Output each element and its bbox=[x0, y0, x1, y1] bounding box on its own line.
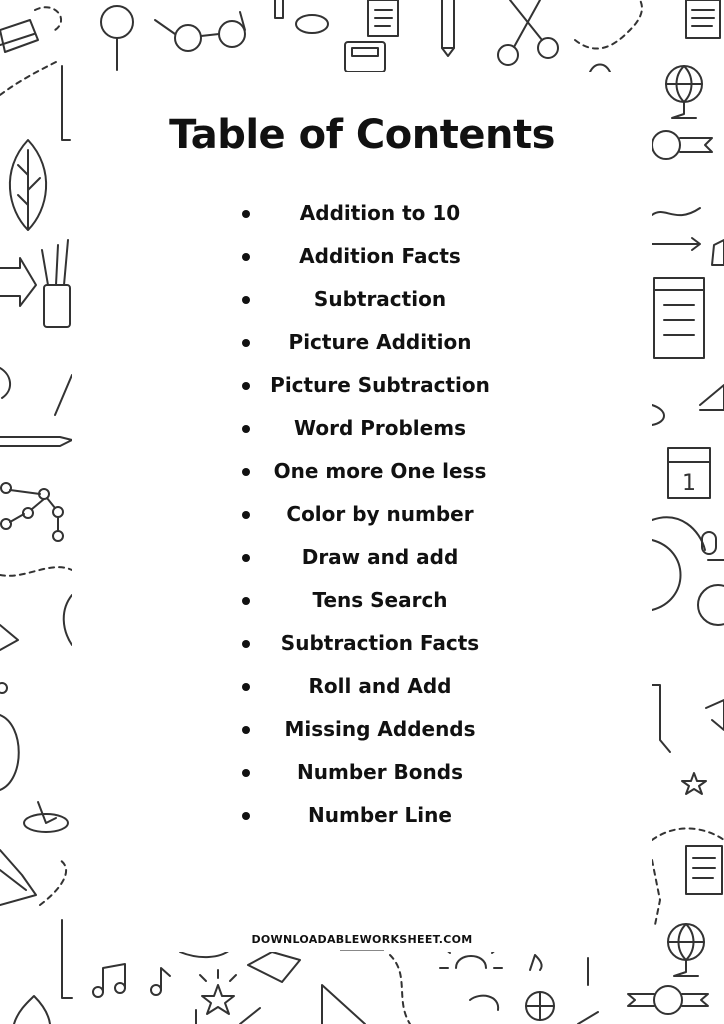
bullet-icon bbox=[242, 597, 250, 605]
footer-website: DOWNLOADABLEWORKSHEET.COM bbox=[251, 933, 473, 946]
table-of-contents-list bbox=[230, 192, 510, 837]
ruler-icon bbox=[62, 920, 72, 998]
line-doodle bbox=[55, 375, 72, 415]
bullet-icon bbox=[242, 339, 250, 347]
graduation-cap-icon bbox=[706, 700, 724, 730]
dashed-doodle bbox=[40, 860, 66, 905]
bullet-icon bbox=[242, 554, 250, 562]
arc-doodle bbox=[652, 540, 681, 610]
toc-item: Subtraction Facts bbox=[230, 622, 510, 665]
bullet-icon bbox=[242, 468, 250, 476]
calculator-icon bbox=[345, 42, 385, 72]
eraser-icon bbox=[296, 15, 328, 33]
bullet-icon bbox=[242, 683, 250, 691]
bullet-icon bbox=[242, 382, 250, 390]
dashed-doodle bbox=[0, 567, 72, 576]
dashed-doodle bbox=[575, 0, 642, 49]
toc-item: Word Problems bbox=[230, 407, 510, 450]
leaf-icon bbox=[14, 996, 50, 1024]
toc-item: Color by number bbox=[230, 493, 510, 536]
badge-icon bbox=[628, 986, 708, 1014]
arc-doodle bbox=[64, 595, 72, 645]
wave-doodle bbox=[652, 208, 700, 215]
sparkle-doodle bbox=[200, 970, 236, 981]
set-square-icon bbox=[322, 985, 365, 1024]
mouse-icon bbox=[702, 532, 716, 554]
music-note-icon bbox=[151, 968, 170, 995]
arrow-icon bbox=[0, 625, 18, 650]
flask-icon bbox=[0, 368, 10, 398]
flask-icon bbox=[652, 685, 670, 752]
pencil-icon bbox=[578, 1012, 598, 1024]
flask-icon bbox=[0, 683, 19, 790]
notebook-icon bbox=[700, 385, 724, 410]
bullet-icon bbox=[242, 726, 250, 734]
calendar-number: 1 bbox=[682, 471, 696, 496]
toc-item: Number Bonds bbox=[230, 751, 510, 794]
alarm-clock-icon bbox=[698, 560, 724, 625]
dashed-doodle bbox=[390, 955, 410, 1024]
glasses-icon bbox=[155, 12, 245, 51]
arc-doodle bbox=[470, 996, 498, 1010]
books-icon bbox=[0, 850, 36, 905]
bullet-icon bbox=[242, 425, 250, 433]
dashed-doodle bbox=[35, 7, 61, 30]
arrow-icon bbox=[0, 258, 36, 306]
bullet-icon bbox=[242, 640, 250, 648]
toc-item: Subtraction bbox=[230, 278, 510, 321]
bullet-icon bbox=[242, 210, 250, 218]
toc-item: Roll and Add bbox=[230, 665, 510, 708]
bullet-icon bbox=[242, 253, 250, 261]
ruler-icon bbox=[275, 0, 283, 18]
books-icon bbox=[0, 20, 38, 52]
toc-item: Missing Addends bbox=[230, 708, 510, 751]
globe-icon bbox=[666, 66, 702, 118]
toc-item: One more One less bbox=[230, 450, 510, 493]
pencil-icon bbox=[442, 0, 454, 56]
toc-item: Draw and add bbox=[230, 536, 510, 579]
page-title: Table of Contents bbox=[169, 112, 555, 158]
sundial-icon bbox=[24, 802, 68, 832]
bullet-icon bbox=[242, 511, 250, 519]
toc-item: Tens Search bbox=[230, 579, 510, 622]
toc-item: Addition Facts bbox=[230, 235, 510, 278]
toc-item: Picture Addition bbox=[230, 321, 510, 364]
dashed-doodle bbox=[0, 60, 60, 95]
book-icon bbox=[686, 846, 722, 894]
diamond-icon bbox=[248, 952, 300, 982]
footer-divider bbox=[340, 950, 384, 951]
toc-item: Picture Subtraction bbox=[230, 364, 510, 407]
bullet-icon bbox=[242, 812, 250, 820]
star-icon bbox=[682, 773, 706, 794]
notebook-icon bbox=[686, 0, 720, 38]
magnifier-icon bbox=[101, 6, 133, 70]
notebook-icon bbox=[368, 0, 398, 36]
cube-icon bbox=[712, 240, 724, 265]
toc-item: Addition to 10 bbox=[230, 192, 510, 235]
toc-item: Number Line bbox=[230, 794, 510, 837]
bullet-icon bbox=[242, 769, 250, 777]
music-note-icon bbox=[530, 955, 542, 970]
cable-doodle bbox=[652, 517, 705, 550]
book-icon bbox=[654, 278, 704, 358]
dashed-doodle bbox=[652, 860, 660, 925]
music-note-icon bbox=[93, 964, 125, 997]
molecule-icon bbox=[1, 483, 63, 541]
arc-doodle bbox=[652, 405, 664, 425]
pencil-cup-icon bbox=[42, 240, 70, 327]
scissors-icon bbox=[498, 0, 558, 65]
globe-icon bbox=[668, 924, 704, 976]
arc-doodle bbox=[590, 65, 610, 73]
dashed-doodle bbox=[652, 828, 724, 840]
bullet-icon bbox=[242, 296, 250, 304]
arrow-icon bbox=[652, 238, 700, 250]
star-icon bbox=[202, 985, 234, 1014]
pen-icon bbox=[0, 437, 72, 446]
